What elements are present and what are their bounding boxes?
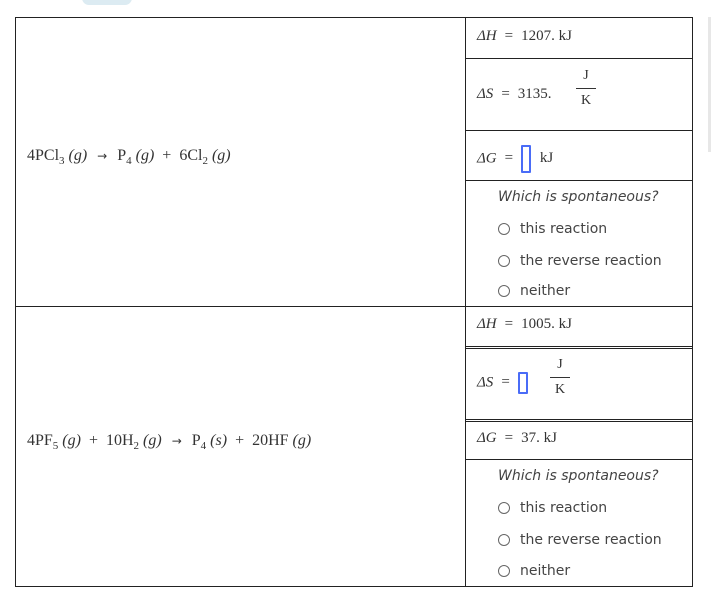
reaction-2-option-reverse[interactable]: the reverse reaction: [498, 531, 662, 549]
row-separator: [466, 419, 693, 420]
reaction-2-dS-unit: J K: [550, 356, 570, 399]
reaction-2-dS: ΔS =: [477, 372, 528, 394]
column-divider: [465, 17, 466, 307]
row-separator: [466, 459, 693, 460]
reaction-1-dG-input[interactable]: [521, 145, 531, 173]
reaction-1-question: Which is spontaneous?: [498, 189, 659, 205]
row-separator: [466, 421, 693, 422]
reaction-1-equation: 4PCl$_3$ $(g) \to P_4$ $(g) + 6Cl_2$ (g): [27, 147, 231, 167]
reaction-2-dH: ΔH = 1005. kJ: [477, 316, 572, 332]
reaction-1-option-reverse[interactable]: the reverse reaction: [498, 252, 662, 270]
radio-button[interactable]: [498, 223, 510, 235]
reaction-1-option-this[interactable]: this reaction: [498, 220, 607, 238]
row-separator: [466, 180, 693, 181]
radio-button[interactable]: [498, 255, 510, 267]
row-separator: [466, 58, 693, 59]
radio-button[interactable]: [498, 502, 510, 514]
top-tab: [82, 0, 132, 5]
radio-button[interactable]: [498, 534, 510, 546]
radio-button[interactable]: [498, 285, 510, 297]
reaction-2-dG: ΔG = 37. kJ: [477, 430, 557, 446]
reaction-1-dS-unit: J K: [576, 67, 596, 110]
reaction-2-equation: $4PF_5$ $(g) + 10H_2$ $(g) \to P_4$ (s) + 20HF (g): [27, 432, 312, 452]
reaction-2-option-this[interactable]: this reaction: [498, 499, 607, 517]
row-separator: [466, 348, 693, 349]
reaction-2-question: Which is spontaneous?: [498, 468, 659, 484]
radio-button[interactable]: [498, 565, 510, 577]
row-separator: [466, 130, 693, 131]
reaction-1-dH: ΔH = 1207. kJ: [477, 28, 572, 44]
reaction-1-dG: ΔG = kJ: [477, 145, 553, 173]
reaction-2-option-neither[interactable]: neither: [498, 562, 570, 580]
reaction-1-dS: ΔS = 3135.: [477, 86, 552, 102]
reaction-1-option-neither[interactable]: neither: [498, 282, 570, 300]
row-separator: [466, 346, 693, 347]
reaction-2-dS-input[interactable]: [518, 372, 528, 394]
